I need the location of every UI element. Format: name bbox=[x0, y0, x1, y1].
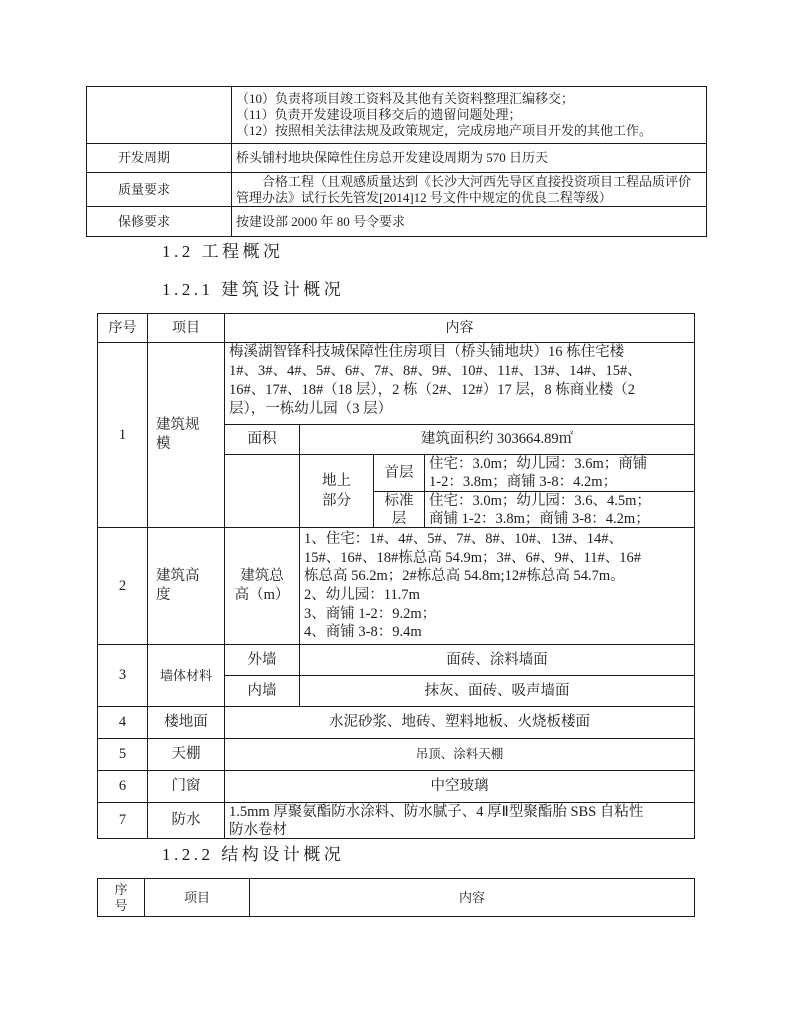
value-line: 防水卷材 bbox=[229, 821, 287, 838]
first-floor-value bbox=[429, 455, 647, 491]
row-no-text: 7 bbox=[118, 812, 127, 828]
header-item bbox=[144, 878, 250, 917]
section-heading-architecture: 1.2.1 建筑设计概况 bbox=[162, 280, 345, 299]
item-line: 模 bbox=[156, 436, 171, 452]
waterproof-value bbox=[229, 803, 643, 839]
interior-wall-label: 内墙 bbox=[247, 682, 277, 699]
above-ground-cell bbox=[299, 454, 374, 528]
height-value bbox=[304, 530, 641, 642]
interior-wall-label-cell bbox=[224, 675, 300, 707]
value-line: 商铺 1-2：3.8m；商铺 3-8：4.2m； bbox=[429, 510, 650, 527]
item-line: 度 bbox=[156, 587, 171, 603]
duties-cell bbox=[231, 86, 707, 144]
label-line: 号 bbox=[114, 897, 128, 913]
value-line: 1-2：3.8m；商铺 3-8：4.2m； bbox=[429, 474, 618, 490]
first-floor-label-cell bbox=[373, 454, 425, 492]
row-no bbox=[97, 342, 148, 528]
ceiling-value: 吊顶、涂料天棚 bbox=[415, 747, 504, 761]
duty-line: （11）负责开发建设项目移交后的遗留问题处理； bbox=[236, 107, 522, 122]
header-no bbox=[97, 878, 145, 917]
header-no-text bbox=[114, 882, 127, 914]
summary-line: 1#、3#、4#、5#、6#、7#、8#、9#、10#、11#、13#、14#、15#、 bbox=[229, 363, 642, 379]
label-line: 层 bbox=[391, 510, 407, 527]
floor-value: 水泥砂浆、地砖、塑料地板、火烧板楼面 bbox=[329, 714, 590, 730]
row-item bbox=[147, 527, 225, 645]
ceiling-value-cell bbox=[224, 738, 695, 771]
row-no-text: 3 bbox=[118, 667, 127, 683]
exterior-wall-value-cell bbox=[299, 644, 695, 676]
warranty-value: 按建设部 2000 年 80 号令要求 bbox=[236, 213, 406, 229]
row-no-text: 6 bbox=[118, 778, 127, 794]
interior-wall-value-cell bbox=[299, 675, 695, 707]
row-no bbox=[97, 644, 148, 707]
period-value-cell bbox=[231, 143, 707, 173]
height-label bbox=[235, 567, 290, 605]
empty-cell bbox=[224, 454, 300, 528]
row-no-text: 5 bbox=[118, 746, 127, 762]
empty-label-cell bbox=[86, 86, 232, 144]
exterior-wall-value: 面砖、涂料墙面 bbox=[446, 651, 548, 668]
warranty-label: 保修要求 bbox=[118, 213, 171, 229]
area-value-cell bbox=[299, 424, 695, 455]
row-no-text: 2 bbox=[118, 577, 127, 594]
header-content bbox=[224, 313, 695, 343]
above-ground-label bbox=[322, 471, 351, 511]
quality-text bbox=[236, 174, 691, 206]
scale-summary-cell bbox=[224, 342, 695, 425]
value-line: 住宅：3.0m；幼儿园：3.6、4.5m； bbox=[429, 492, 651, 509]
warranty-label-cell bbox=[86, 206, 232, 237]
floor-value-cell bbox=[224, 706, 695, 739]
header-no-text: 序号 bbox=[108, 320, 137, 336]
value-line: 3、商铺 1-2：9.2m； bbox=[304, 605, 437, 622]
standard-floor-value-cell bbox=[424, 491, 695, 528]
floor-item-text: 楼地面 bbox=[164, 714, 208, 730]
header-item-text: 项目 bbox=[172, 320, 200, 336]
first-floor-label: 首层 bbox=[384, 464, 414, 481]
row-no bbox=[97, 527, 148, 645]
label-line: 标准 bbox=[384, 492, 414, 509]
value-line: 栋总高 56.2m；2#栋总高 54.8m;12#栋总高 54.7m。 bbox=[304, 568, 625, 585]
scale-summary bbox=[229, 343, 642, 419]
row-no bbox=[97, 738, 148, 771]
header-no bbox=[97, 313, 148, 343]
header-item bbox=[147, 313, 225, 343]
duties-list bbox=[236, 91, 652, 139]
row-no bbox=[97, 802, 148, 839]
summary-line: 梅溪湖智锋科技城保障性住房项目（桥头铺地块）16 栋住宅楼 bbox=[229, 344, 625, 360]
quality-label-cell bbox=[86, 172, 232, 207]
quality-label: 质量要求 bbox=[118, 181, 171, 197]
waterproof-value-cell bbox=[224, 802, 695, 839]
windows-value: 中空玻璃 bbox=[430, 778, 489, 794]
period-label-cell bbox=[86, 143, 232, 173]
label-line: 高（m） bbox=[234, 587, 290, 603]
value-line: 2、幼儿园：11.7m bbox=[304, 587, 420, 603]
interior-wall-value: 抹灰、面砖、吸声墙面 bbox=[424, 682, 570, 699]
label-line: 地上 bbox=[322, 473, 351, 489]
windows-item-text: 门窗 bbox=[171, 778, 201, 794]
row-no-text: 4 bbox=[118, 714, 127, 730]
value-line: 1.5mm 厚聚氨酯防水涂料、防水腻子、4 厚Ⅱ型聚酯胎 SBS 自粘性 bbox=[229, 803, 644, 820]
section-heading-overview: 1.2 工程概况 bbox=[162, 242, 284, 261]
row-item bbox=[147, 342, 225, 528]
standard-floor-value bbox=[429, 492, 651, 528]
warranty-value-cell bbox=[231, 206, 707, 237]
quality-line: 合格工程（且观感质量达到《长沙大河西先导区直接投资项目工程品质评价 bbox=[262, 173, 692, 189]
label-line: 建筑总 bbox=[240, 568, 284, 584]
duty-line: （10）负责将项目竣工资料及其他有关资料整理汇编移交； bbox=[236, 91, 575, 106]
header-item-text: 项目 bbox=[183, 890, 210, 905]
item-line: 建筑规 bbox=[156, 417, 200, 433]
header-content bbox=[249, 878, 695, 917]
exterior-wall-label-cell bbox=[224, 644, 300, 676]
summary-line: 16#、17#、18#（18 层），2 栋（2#、12#）17 层，8 栋商业楼（2 bbox=[229, 382, 635, 398]
area-label-cell bbox=[224, 424, 300, 455]
header-content-text: 内容 bbox=[445, 320, 474, 336]
area-label: 面积 bbox=[247, 431, 277, 447]
area-value: 建筑面积约 303664.89㎡ bbox=[420, 431, 574, 447]
value-line: 住宅：3.0m；幼儿园：3.6m；商铺 bbox=[429, 456, 648, 472]
row-item bbox=[147, 644, 225, 707]
value-line: 15#、16#、18#栋总高 54.9m；3#、6#、9#、11#、16# bbox=[304, 549, 641, 566]
ceiling-item-text: 天棚 bbox=[171, 746, 201, 762]
row-item bbox=[147, 770, 225, 803]
height-value-cell bbox=[299, 527, 695, 645]
quality-line: 管理办法》试行长先管发[2014]12 号文件中规定的优良二程等级） bbox=[236, 189, 612, 205]
summary-line: 层），一栋幼儿园（3 层） bbox=[229, 401, 393, 417]
row-item bbox=[147, 802, 225, 839]
height-item-text bbox=[156, 567, 200, 605]
walls-item-text: 墙体材料 bbox=[159, 668, 212, 683]
row-no bbox=[97, 770, 148, 803]
item-line: 建筑高 bbox=[156, 568, 200, 584]
header-content-text: 内容 bbox=[458, 890, 485, 905]
duty-line: （12）按照相关法律法规及政策规定，完成房地产项目开发的其他工作。 bbox=[236, 123, 653, 138]
label-line: 部分 bbox=[322, 493, 351, 509]
row-no-text: 1 bbox=[118, 426, 127, 443]
value-line: 1、住宅：1#、4#、5#、7#、8#、10#、13#、14#、 bbox=[304, 530, 623, 547]
first-floor-value-cell bbox=[424, 454, 695, 492]
scale-item-text bbox=[156, 416, 200, 454]
value-line: 4、商铺 3-8：9.4m bbox=[304, 624, 422, 641]
standard-floor-label-cell bbox=[373, 491, 425, 528]
row-item bbox=[147, 738, 225, 771]
standard-floor-label bbox=[385, 492, 414, 528]
waterproof-item-text: 防水 bbox=[171, 812, 201, 828]
quality-value-cell bbox=[231, 172, 707, 207]
label-line: 序 bbox=[114, 881, 128, 897]
row-no bbox=[97, 706, 148, 739]
section-heading-structure: 1.2.2 结构设计概况 bbox=[162, 845, 345, 864]
row-item bbox=[147, 706, 225, 739]
period-label: 开发周期 bbox=[118, 150, 171, 165]
period-value: 桥头铺村地块保障性住房总开发建设周期为 570 日历天 bbox=[236, 150, 549, 165]
height-label-cell bbox=[224, 527, 300, 645]
exterior-wall-label: 外墙 bbox=[247, 651, 277, 668]
windows-value-cell bbox=[224, 770, 695, 803]
